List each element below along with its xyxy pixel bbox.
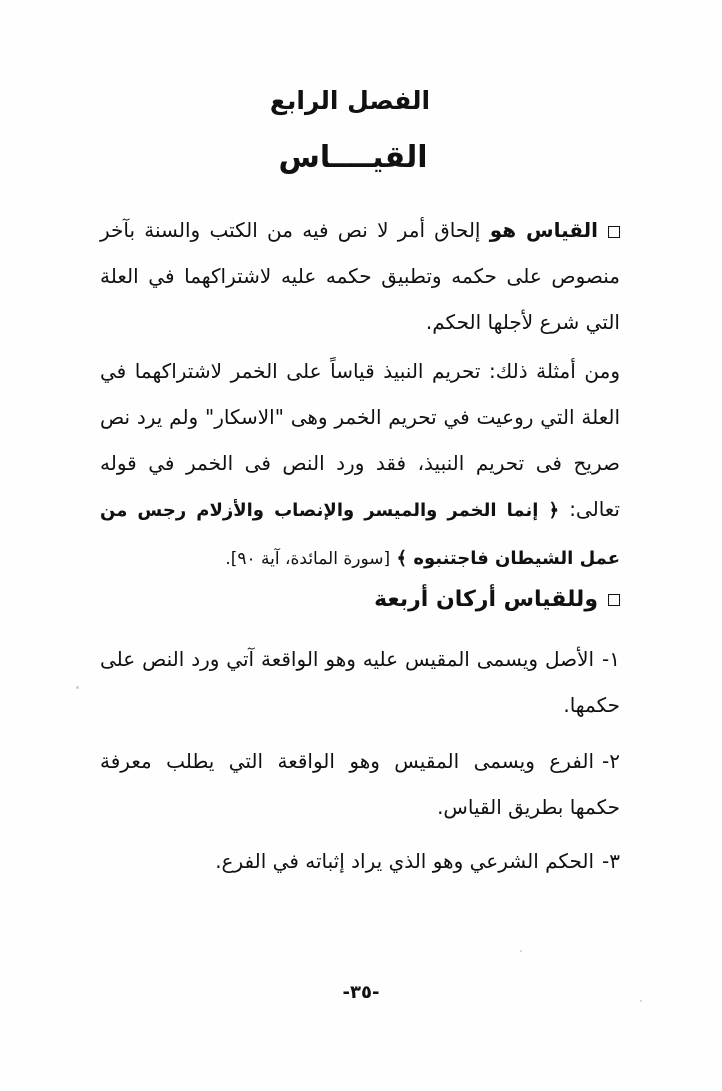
pillar-text: الأصل ويسمى المقيس عليه وهو الواقعة آتي ورد النص على حكمها. (100, 647, 620, 717)
definition-paragraph (100, 207, 620, 345)
square-bullet-icon (608, 594, 620, 606)
pillar-item (100, 636, 620, 728)
page-number: -٣٥- (342, 982, 380, 1003)
quran-quote: ﴿ إنما الخمر والميسر والإنصاب والأزلام رجس من عمل الشيطان فاجتنبوه ﴾ (100, 500, 620, 569)
pillar-item (100, 838, 620, 884)
pillar-number: ٣- (602, 849, 620, 873)
pillars-heading-text: وللقياس أركان أربعة (374, 587, 598, 612)
chapter-title: الفصل الرابع (269, 86, 431, 115)
pillar-number: ٢- (602, 749, 620, 773)
pillar-item (100, 738, 620, 830)
pillar-text: الفرع ويسمى المقيس وهو الواقعة التي يطلب معرفة حكمها بطريق القياس. (100, 749, 620, 819)
quran-citation: [سورة المائدة، آية ٩٠]. (225, 549, 391, 569)
pillar-text: الحكم الشرعي وهو الذي يراد إثباته في الفرع. (215, 849, 595, 873)
scan-speck (76, 686, 79, 689)
scan-speck (520, 950, 522, 952)
definition-term: القياس هو (489, 218, 599, 242)
example-paragraph (100, 348, 620, 582)
square-bullet-icon (608, 226, 620, 238)
example-text: ومن أمثلة ذلك: تحريم النبيذ قياساً على الخمر لاشتراكهما في العلة التي روعيت في تحريم الخمر وهى "الاسكار" ولم يرد نص صريح فى تحريم النبيذ، فقد ورد النص فى الخمر في قوله تعالى: (100, 359, 620, 521)
pillars-heading (100, 580, 620, 620)
section-title: القيــــاس (278, 140, 428, 175)
pillar-number: ١- (602, 647, 620, 671)
definition-text: إلحاق أمر لا نص فيه من الكتب والسنة بآخر منصوص على حكمه وتطبيق حكمه عليه لاشتراكهما في العلة التي شرع لأجلها الحكم. (100, 218, 620, 334)
